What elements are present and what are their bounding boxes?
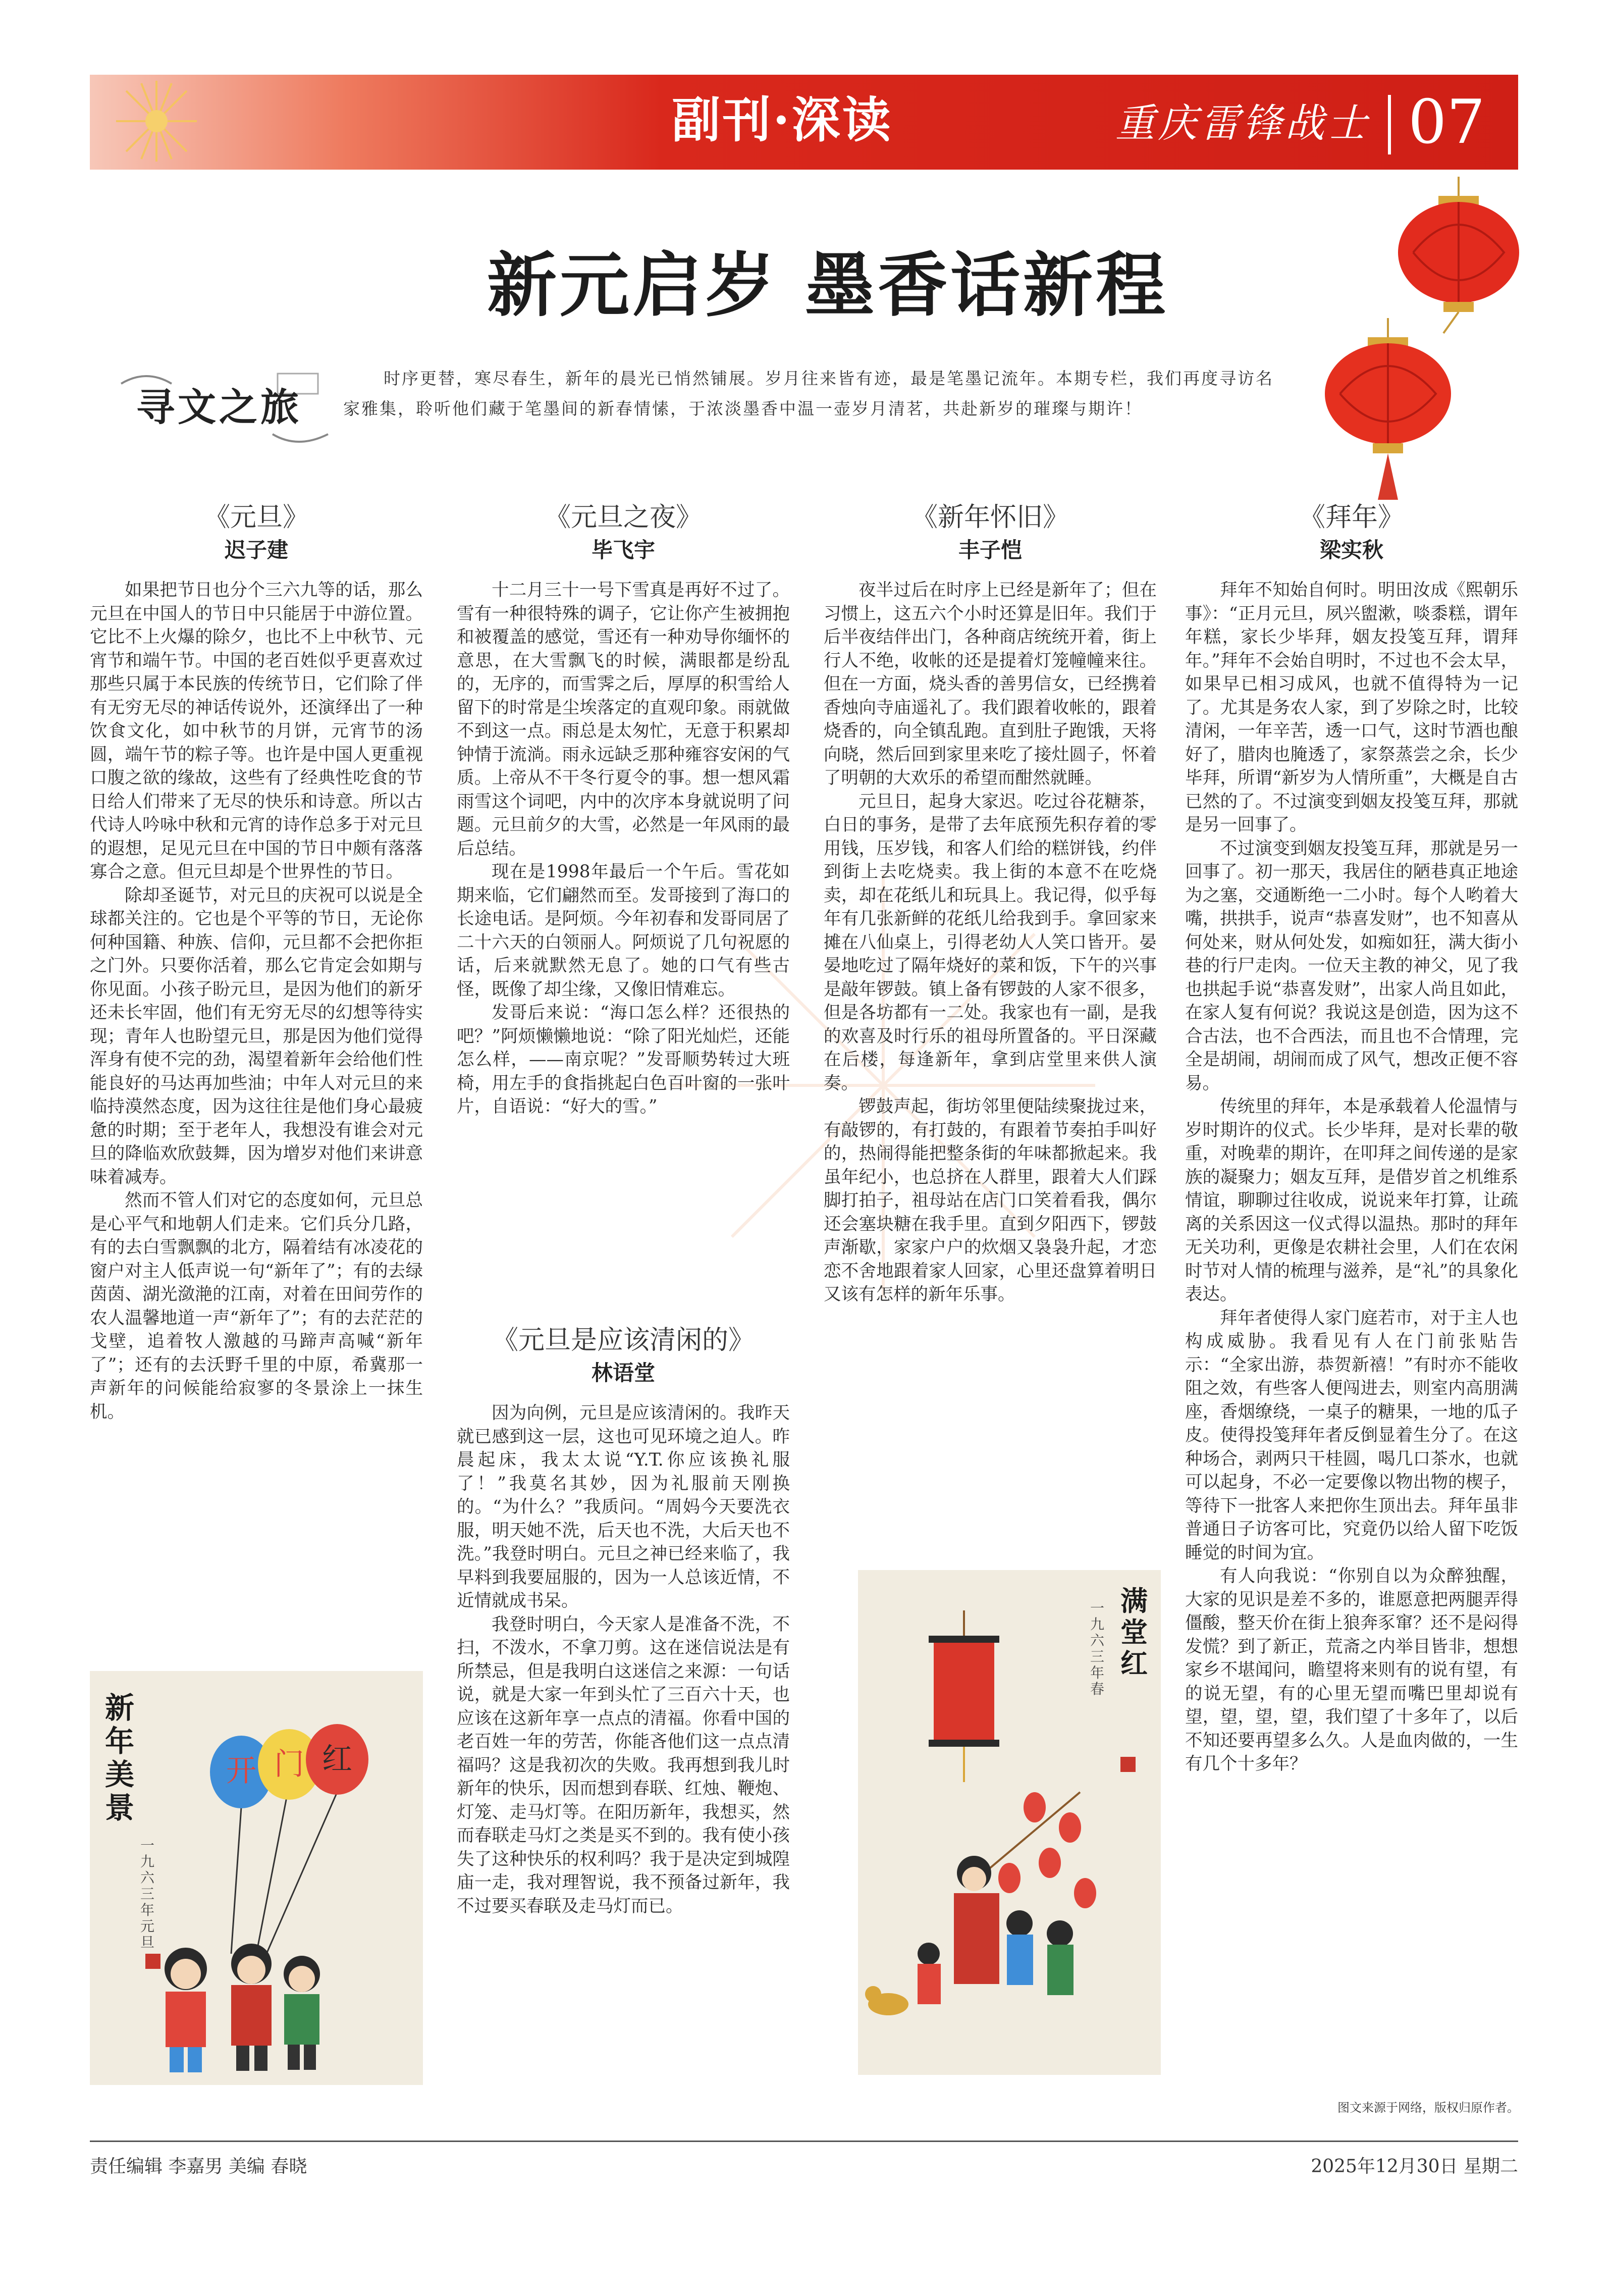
article-author: 林语堂 (591, 1361, 655, 1385)
paragraph: 传统里的拜年，本是承载着人伦温情与岁时期许的仪式。长少毕拜，是对长辈的敬重，对晚辈的期许，在叩拜之间传递的是家族的凝聚力；姻友互拜，是借岁首之机维系情谊，聊聊过往收成，说说来年打算，让疏离的关系因这一仪式得以温热。那时的拜年无关功利，更像是农耕社会里，人们在农闲时节对人情的梳理与滋养，是“礼”的具象化表达。 (1185, 1097, 1518, 1304)
article-title: 《元旦》 (203, 502, 309, 533)
article-author: 梁实秋 (1319, 538, 1383, 562)
painting-date: 一九六三年元旦 (140, 1837, 155, 1951)
seal-stamp (145, 1954, 160, 1969)
article-title: 《元旦是应该清闲的》 (492, 1325, 755, 1355)
column-intro: 时序更替，寒尽春生，新年的晨光已悄然铺展。岁月往来皆有迹，最是笔墨记流年。本期专栏，我们再度寻访名家雅集，聆听他们藏于笔墨间的新春情愫，于浓淡墨香中温一壶岁月清茗，共赴新岁的璀璨与期许！ (343, 369, 1274, 419)
paragraph: 有人向我说：“你别自以为众醉独醒，大家的见识是差不多的，谁愿意把两腿弄得僵酸，整天价在街上狼奔豕窜？还不是闷得发慌？到了新正，荒斋之内举目皆非，想想家乡不堪闻问，瞻望将来则有的说有望，有的说无望，有的心里无望而嘴巴里却说有望，望，望，望，我们望了十多年了，以后不知还要再望多么久。人是血肉做的，一生有几个十多年？ (1185, 1566, 1518, 1774)
seal-stamp (1120, 1757, 1136, 1772)
painting-lanterns-crowd (858, 1570, 1161, 2075)
footer-divider (90, 2141, 1518, 2142)
balloon-char: 开 (226, 1753, 256, 1789)
article-title: 《新年怀旧》 (911, 502, 1069, 533)
balloon-char: 门 (274, 1747, 304, 1782)
firework-icon (106, 76, 207, 167)
paragraph: 除却圣诞节，对元旦的庆祝可以说是全球都关注的。它也是个平等的节日，无论你何种国籍、种族、信仰，元旦都不会把你拒之门外。只要你活着，那么它肯定会如期与你见面。小孩子盼元旦，是因为他们的新牙还未长牢固，他们有无穷无尽的幻想等待实现；青年人也盼望元旦，那是因为他们觉得浑身有使不完的劲，渴望着新年会给他们性能良好的马达再加些油；中年人对元旦的来临持漠然态度，因为这往往是他们身心最疲惫的时期；至于老年人，我想没有谁会对元旦的降临欢欣鼓舞，因为增岁对他们来讲意味着减寿。 (90, 885, 423, 1187)
article-body (90, 579, 423, 1424)
article-title: 《元旦之夜》 (544, 502, 702, 533)
article-xinnian-huaijiu (824, 500, 1157, 1307)
article-title: 《拜年》 (1299, 502, 1404, 533)
paragraph: 锣鼓声起，街坊邻里便陆续聚拢过来，有敲锣的，有打鼓的，有跟着节奏拍手叫好的，热闹得能把整条街的年味都掀起来。我虽年纪小，也总挤在人群里，跟着大人们踩脚打拍子，祖母站在店门口笑着看我，偶尔还会塞块糖在我手里。直到夕阳西下，锣鼓声渐歇，家家户户的炊烟又袅袅升起，才恋恋不舍地跟着家人回家，心里还盘算着明日又该有怎样的新年乐事。 (824, 1097, 1157, 1304)
paragraph: 拜年不知始自何时。明田汝成《熙朝乐事》：“正月元旦，夙兴盥漱，啖黍糕，谓年年糕，家长少毕拜，姻友投笺互拜，谓拜年。”拜年不会始自明时，不过也不会太早，如果早已相习成风，也就不值得特为一记了。尤其是务农人家，到了岁除之时，比较清闲，一年辛苦，透一口气，这时节酒也酿好了，腊肉也腌透了，家祭蒸尝之余，长少毕拜，所谓“新岁为人情所重”，大概是自古已然的了。不过演变到姻友投笺互拜，那就是另一回事了。 (1185, 580, 1518, 835)
article-bainian (1185, 500, 1518, 1776)
footer-editors: 责任编辑 李嘉男 美编 春晓 (90, 2156, 307, 2177)
section-title: 副刊·深读 (672, 91, 893, 148)
article-qingxian (457, 1323, 790, 1918)
painting-new-year-balloons (90, 1671, 423, 2085)
paragraph: 夜半过后在时序上已经是新年了；但在习惯上，这五六个小时还算是旧年。我们于后半夜结伴出门，各种商店统统开着，街上行人不绝，收帐的还是提着灯笼幢幢来往。但在一方面，烧头香的善男信女，已经携着香烛向寺庙遥礼了。我们跟着收帐的，跟着烧香的，向全镇乱跑。直到肚子跑饿，天将向晓，然后回到家里来吃了接灶圆子，怀着了明朝的大欢乐的希望而酣然就睡。 (824, 580, 1157, 788)
paragraph: 拜年者使得人家门庭若市，对于主人也构成威胁。我看见有人在门前张贴告示：“全家出游，恭贺新禧！”有时亦不能收阻之效，有些客人便闯进去，则室内高朋满座，香烟缭绕，一桌子的糖果，一地的瓜子皮。使得投笺拜年者反倒显着生分了。在这种场合，剥两只干桂圆，喝几口茶水，也就可以起身，不必一定要像以物出物的楔子，等待下一批客人来把你生顶出去。拜年虽非普通日子访客可比，究竟仍以给人留下吃饭睡觉的时间为宜。 (1185, 1308, 1518, 1563)
paragraph: 因为向例，元旦是应该清闲的。我昨天就已感到这一层，这也可见环境之迫人。昨晨起床，我太太说“Y.T.你应该换礼服了！”我莫名其妙，因为礼服前天刚换的。“为什么？”我质问。“周妈今天要洗衣服，明天她不洗，后天也不洗，大后天也不洗。”我登时明白。元旦之神已经来临了，我早料到我要屈服的，因为一人总该近情，不近情就成书呆。 (457, 1403, 790, 1611)
lantern-crowd-illustration (858, 1570, 1161, 2075)
article-yuandan (90, 500, 423, 1424)
paragraph: 然而不管人们对它的态度如何，元旦总是心平气和地朝人们走来。它们兵分几路，有的去白雪飘飘的北方，隔着结有冰凌花的窗户对主人低声说一句“新年了”；有的去绿茵茵、湖光潋滟的江南，对着在田间劳作的农人温馨地道一声“新年了”；有的去茫茫的戈壁，追着牧人激越的马蹄声高喊“新年了”；还有的去沃野千里的中原，希冀那一声新年的问候能给寂寥的冬景涂上一抹生机。 (90, 1190, 423, 1422)
article-author: 迟子建 (224, 538, 288, 562)
article-body (457, 1401, 790, 1918)
balloon-char: 红 (322, 1742, 352, 1777)
image-credit: 图文来源于网络，版权归原作者。 (1337, 2101, 1519, 2115)
masthead-logo: 重庆雷锋战士 (1115, 101, 1370, 146)
painting-inscription: 新年美景 (105, 1691, 135, 1825)
column-logo-text: 寻文之旅 (136, 385, 302, 430)
paragraph: 我登时明白，今天家人是准备不洗，不扫，不泼水，不拿刀剪。这在迷信说法是有所禁忌，但是我明白这迷信之来源：一句话说，就是大家一年到头忙了三百六十天，也应该在这新年享一点点的清福。你看中国的老百姓一年的劳苦，你能吝他们这一点点清福吗？这是我初次的失败。我再想到我儿时新年的快乐，因而想到春联、红烛、鞭炮、灯笼、走马灯等。在阳历新年，我想买，然而春联走马灯之类是买不到的。我有使小孩失了这种快乐的权利吗？我于是决定到城隍庙一走，我对理智说，我不预备过新年，我不过要买春联及走马灯而已。 (457, 1614, 790, 1916)
painting-date: 一九六三年春 (1090, 1600, 1105, 1697)
painting-inscription: 满堂红 (1120, 1585, 1148, 1680)
article-author: 丰子恺 (958, 538, 1022, 562)
footer-date: 2025年12月30日 星期二 (1311, 2156, 1518, 2177)
article-yuandan-zhiye (457, 500, 790, 1119)
article-body (1185, 579, 1518, 1776)
lantern-icon (1292, 177, 1524, 505)
article-author: 毕飞宇 (591, 538, 655, 562)
paragraph: 如果把节日也分个三六九等的话，那么元旦在中国人的节日中只能居于中游位置。它比不上火爆的除夕，也比不上中秋节、元宵节和端午节。中国的老百姓似乎更喜欢过那些只属于本民族的传统节日，它们除了伴有无穷无尽的神话传说外，还演绎出了一种饮食文化，如中秋节的月饼，元宵节的汤圆，端午节的粽子等。也许是中国人更重视口腹之欲的缘故，这些有了经典性吃食的节日给人们带来了无尽的快乐和诗意。所以古代诗人吟咏中秋和元宵的诗作总多于对元旦的遐想，足见元旦在中国的节日中颇有落落寡合之意。但元旦却是个世界性的节日。 (90, 580, 423, 882)
page-headline: 新元启岁 墨香话新程 (487, 244, 1169, 326)
article-body (824, 579, 1157, 1307)
paragraph: 现在是1998年最后一个午后。雪花如期来临，它们翩然而至。发哥接到了海口的长途电话。是阿烦。今年初春和发哥同居了二十六天的白领丽人。阿烦说了几句祝愿的话，后来就默然无息了。她的口气有些古怪，既像了却尘缘，又像旧情难忘。 (457, 862, 790, 1000)
page-number: 07 (1408, 87, 1485, 158)
header-divider (1388, 95, 1391, 154)
paragraph: 十二月三十一号下雪真是再好不过了。雪有一种很特殊的调子，它让你产生被拥抱和被覆盖的感觉，雪还有一种劝导你缅怀的意思，在大雪飘飞的时候，满眼都是纷乱的，无序的，而雪霁之后，厚厚的积雪给人留下的时常是尘埃落定的直观印象。雨就做不到这一点。雨总是太匆忙，无意于积累却钟情于流淌。雨永远缺乏那种雍容安闲的气质。上帝从不干冬行夏令的事。想一想风霜雨雪这个词吧，内中的次序本身就说明了问题。元旦前夕的大雪，必然是一年风雨的最后总结。 (457, 580, 790, 859)
paragraph: 不过演变到姻友投笺互拜，那就是另一回事了。初一那天，我居住的陋巷真正地途为之塞，交通断绝一二小时。每个人哟着大嘴，拱拱手，说声“恭喜发财”，也不知喜从何处来，财从何处发，如痴如狂，满大街小巷的行尸走肉。一位天主教的神父，见了我也拱起手说“恭喜发财”，出家人尚且如此，在家人复有何说？我说这是创造，因为这不合古法，也不合西法，而且也不合情理，完全是胡闹，胡闹而成了风气，想改正便不容易。 (1185, 838, 1518, 1093)
paragraph: 元旦日，起身大家迟。吃过谷花糖茶，白日的事务，是带了去年底预先积存着的零用钱，压岁钱，和客人们给的糕饼钱，约伴到街上去吃烧卖。我上街的本意不在吃烧卖，却在花纸儿和玩具上。我记得，似乎每年有几张新鲜的花纸儿给我到手。拿回家来摊在八仙桌上，引得老幼人人笑口皆开。晏晏地吃过了隔年烧好的菜和饭，下午的兴事是敲年锣鼓。镇上备有锣鼓的人家不很多，但是各坊都有一二处。我家也有一副，是我的欢喜及时行乐的祖母所置备的。平日深藏在后楼，每逢新年，拿到店堂里来供人演奏。 (824, 791, 1157, 1093)
article-body (457, 579, 790, 1119)
paragraph: 发哥后来说：“海口怎么样？还很热的吧？”阿烦懒懒地说：“除了阳光灿烂，还能怎么样，——南京呢？”发哥顺势转过大班椅，用左手的食指挑起白色百叶窗的一张叶片，自语说：“好大的雪。” (457, 1003, 790, 1117)
